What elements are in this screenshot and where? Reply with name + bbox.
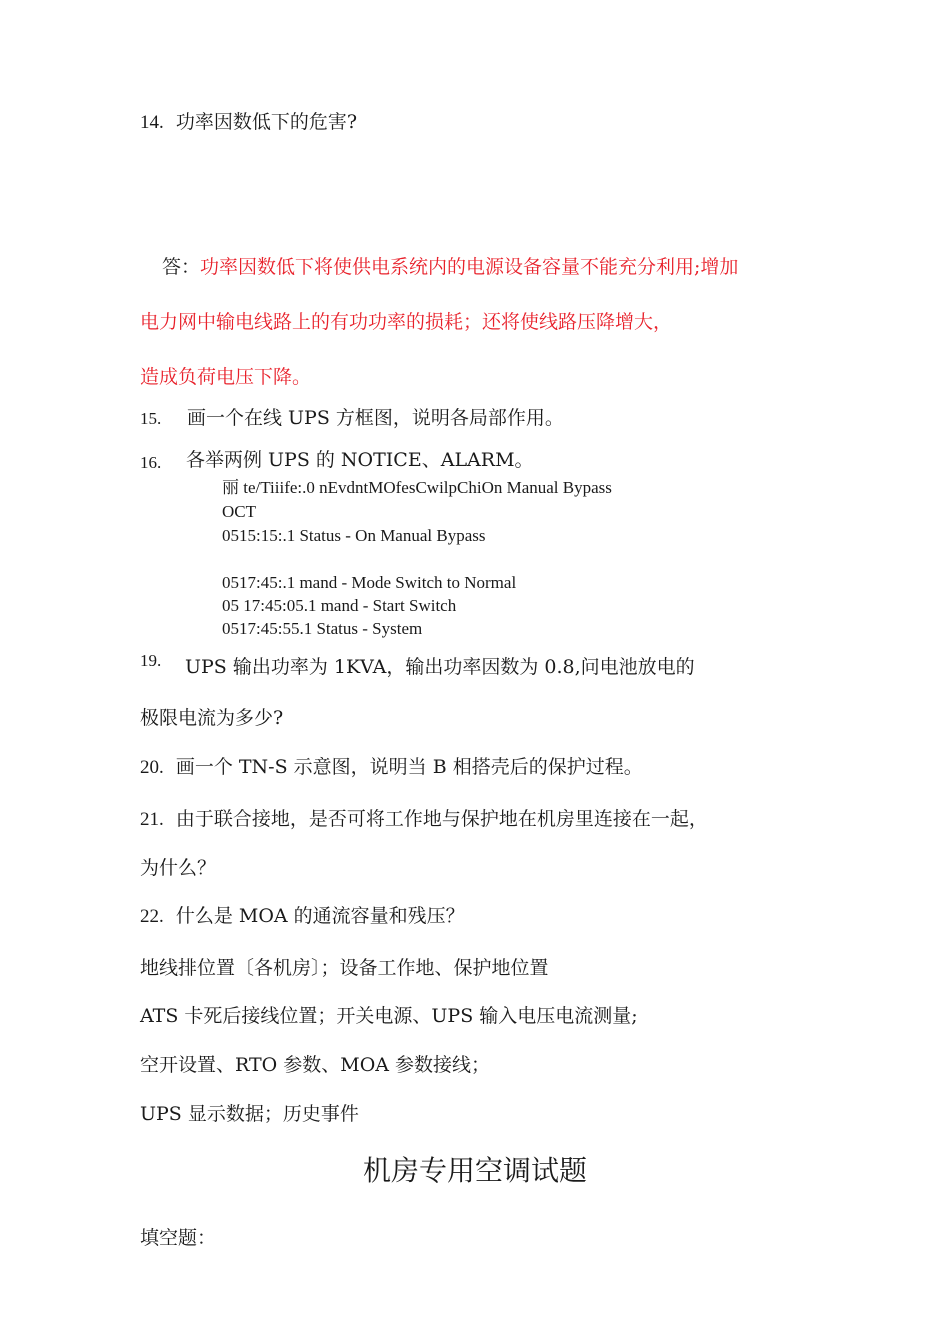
question-text: 功率因数低下的危害? [175,111,358,133]
question-number: 15. [140,409,162,428]
question-text: 什么是 MOA 的通流容量和残压？ [175,905,465,927]
log-line: 0517:45:.1 mand - Mode Switch to Normal [222,573,517,592]
fill-blank-heading: 填空题： [140,1227,217,1249]
log-line: 丽 te/Tiiife:.0 nEvdntMOfesCwilpChiOn Manual Bypass [222,478,612,497]
question-number: 20. [140,757,164,778]
answer-14-line-3: 造成负荷电压下降。 [140,366,312,388]
question-21-cont: 为什么？ [140,857,217,879]
note-line: 空开设置、RTO 参数、MOA 参数接线； [140,1054,491,1076]
question-number: 19. [140,651,162,670]
answer-14-line-1 [162,258,738,277]
note-line: ATS 卡死后接线位置；开关电源、UPS 输入电压电流测量; [140,1005,638,1027]
answer-label: 答： [162,256,201,278]
note-line: 地线排位置〔各机房〕；设备工作地、保护地位置 [140,957,549,979]
log-line: 0517:45:55.1 Status - System [222,619,423,638]
question-number: 21. [140,809,164,830]
section-title: 机房专用空调试题 [362,1154,587,1187]
question-21 [140,810,708,829]
answer-text: 功率因数低下将使供电系统内的电源设备容量不能充分利用;增加 [200,256,739,278]
note-line: UPS 显示数据；历史事件 [140,1103,359,1125]
question-22 [140,907,465,926]
question-number: 14. [140,112,164,133]
question-15 [140,407,564,429]
log-line: 0515:15:.1 Status - On Manual Bypass [222,526,486,545]
question-19-cont: 极限电流为多少? [140,707,284,729]
log-line: OCT [222,502,256,521]
question-number: 22. [140,906,164,927]
question-14 [140,113,357,132]
question-text: UPS 输出功率为 1KVA，输出功率因数为 0.8,问电池放电的 [185,656,695,678]
question-text: 画一个在线 UPS 方框图，说明各局部作用。 [187,407,564,429]
question-16 [140,449,534,472]
log-line: 05 17:45:05.1 mand - Start Switch [222,596,457,615]
question-text: 画一个 TN-S 示意图，说明当 B 相搭壳后的保护过程。 [175,756,643,778]
question-19 [140,651,695,678]
question-number: 16. [140,453,162,472]
question-text: 由于联合接地，是否可将工作地与保护地在机房里连接在一起， [175,808,708,830]
answer-14-line-2: 电力网中输电线路上的有功功率的损耗；还将使线路压降增大， [140,311,673,333]
question-text: 各举两例 UPS 的 NOTICE、ALARM。 [186,449,534,471]
question-20 [140,758,643,777]
